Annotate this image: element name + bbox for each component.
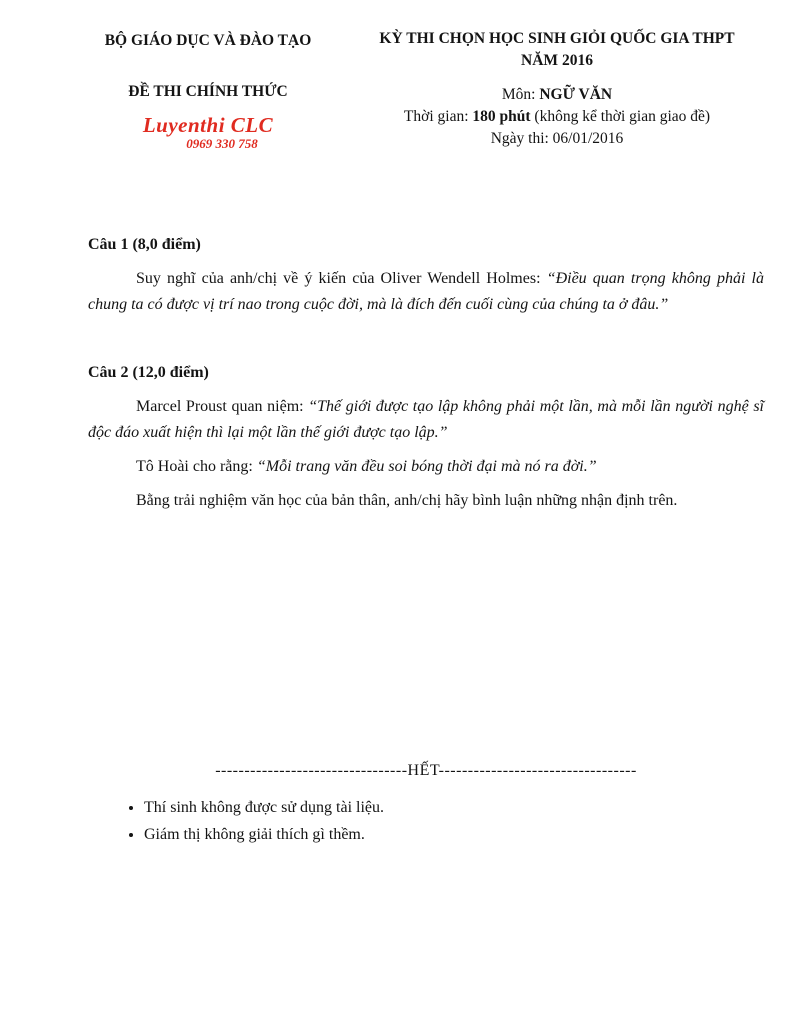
rule-no-materials: • Thí sinh không được sử dụng tài liệu. [144, 794, 764, 821]
question-1-quote: “Điều quan trọng không phải là chung ta có được vị trí nao trong cuộc đời, mà là đích đến cuối cùng của chúng ta ở đâu.” [88, 270, 764, 313]
rule-no-explanations: • Giám thị không giải thích gì thềm. [144, 821, 764, 848]
header-right-column [328, 28, 764, 150]
question-1-lead: Suy nghĩ của anh/chị về ý kiến của Oliver Wendell Holmes: [136, 270, 547, 287]
question-2-heading: Câu 2 (12,0 điểm) [88, 364, 209, 381]
question-2-paragraph-2 [88, 454, 764, 480]
time-note: (không kể thời gian giao đề) [530, 108, 711, 125]
end-of-exam-divider: ---------------------------------HẾT---------------------------------- [215, 762, 637, 779]
question-1-block [88, 232, 764, 318]
time-line [350, 106, 764, 128]
ministry-name: BỘ GIÁO DỤC VÀ ĐÀO TẠO [104, 32, 312, 49]
question-2-paragraph-1 [88, 394, 764, 446]
header-left-column [88, 28, 328, 150]
exam-date: Ngày thi: 06/01/2016 [490, 130, 624, 147]
document-header [88, 28, 764, 150]
question-2-p2-lead: Tô Hoài cho rằng: [136, 458, 257, 475]
logo-phone-number: 0969 330 758 [186, 136, 258, 151]
exam-title-line1: KỲ THI CHỌN HỌC SINH GIỎI QUỐC GIA THPT [379, 30, 735, 47]
exam-rules-list [88, 794, 764, 848]
logo-name-text: Luyenthi CLC [142, 113, 274, 137]
question-2-p2-quote: “Mỗi trang văn đều soi bóng thời đại mà nó ra đời.” [256, 458, 597, 475]
exam-body [88, 232, 764, 514]
question-2-paragraph-3: Bằng trải nghiệm văn học của bản thân, anh/chị hãy bình luận những nhận định trên. [136, 492, 678, 509]
question-1-text [88, 266, 764, 318]
subject-label: Môn: [501, 86, 540, 103]
question-2-block [88, 360, 764, 514]
subject-value: NGỮ VĂN [539, 86, 613, 103]
exam-type-label: ĐỀ THI CHÍNH THỨC [128, 83, 288, 100]
question-2-p1-lead: Marcel Proust quan niệm: [136, 398, 309, 415]
luyenthi-clc-logo [88, 115, 328, 150]
subject-line [350, 84, 764, 106]
question-1-heading: Câu 1 (8,0 điểm) [88, 236, 201, 253]
exam-title-line2: NĂM 2016 [521, 52, 593, 69]
time-value: 180 phút [472, 108, 531, 125]
question-2-p1-quote: “Thế giới được tạo lập không phải một lần, mà mỗi lần người nghệ sĩ độc đáo xuất hiện thì lại một lần thế giới được tạo lập.” [88, 398, 764, 441]
time-label: Thời gian: [403, 108, 473, 125]
